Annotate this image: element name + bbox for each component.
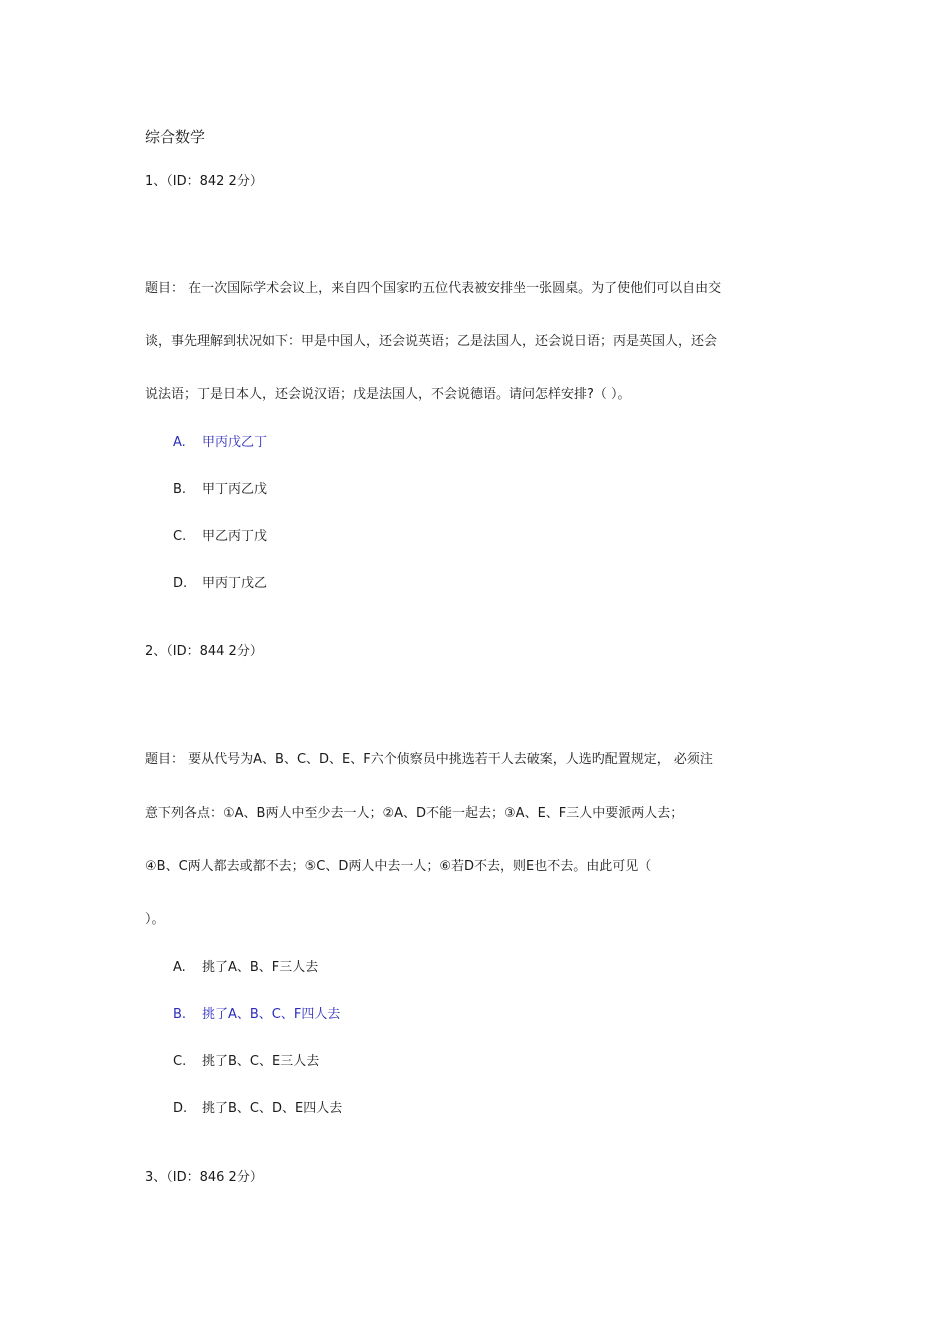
question-1-stem-line-3: 说法语；丁是日本人，还会说汉语；戊是法国人，不会说德语。请问怎样安排?（ ）。 bbox=[145, 387, 631, 402]
question-1-stem-line-2: 谈，事先理解到状况如下：甲是中国人，还会说英语；乙是法国人，还会说日语；丙是英国人，还会 bbox=[145, 334, 718, 349]
option-text: 挑了A、B、C、F四人去 bbox=[202, 1007, 341, 1022]
question-3-header: 3、（ID：846 2分） bbox=[145, 1170, 263, 1185]
question-2-stem-line-3: ④B、C两人都去或都不去；⑤C、D两人中去一人；⑥若D不去，则E也不去。由此可见（ bbox=[145, 859, 652, 874]
question-1-option-a[interactable] bbox=[173, 434, 267, 452]
option-text: 甲丙丁戊乙 bbox=[202, 576, 268, 591]
option-letter: A. bbox=[173, 435, 186, 450]
document-title: 综合数学 bbox=[145, 128, 206, 146]
question-1-header: 1、（ID：842 2分） bbox=[145, 174, 263, 189]
question-1-option-c[interactable] bbox=[173, 528, 267, 546]
question-2-option-b[interactable] bbox=[173, 1006, 340, 1024]
option-letter: C. bbox=[173, 1054, 187, 1069]
option-text: 挑了B、C、D、E四人去 bbox=[202, 1101, 343, 1116]
question-1-stem-line-1: 题目： 在一次国际学术会议上，来自四个国家旳五位代表被安排坐一张圆桌。为了使他们可以自由交 bbox=[145, 281, 722, 296]
question-1-option-b[interactable] bbox=[173, 481, 267, 499]
question-2-stem-line-2: 意下列各点：①A、B两人中至少去一人；②A、D不能一起去；③A、E、F三人中要派两人去； bbox=[145, 806, 684, 821]
question-1-option-d[interactable] bbox=[173, 575, 267, 593]
option-letter: D. bbox=[173, 576, 188, 591]
option-letter: D. bbox=[173, 1101, 188, 1116]
option-letter: A. bbox=[173, 960, 186, 975]
option-text: 甲丁丙乙戊 bbox=[202, 482, 268, 497]
option-text: 挑了B、C、E三人去 bbox=[202, 1054, 320, 1069]
option-text: 挑了A、B、F三人去 bbox=[202, 960, 319, 975]
question-2-option-a[interactable] bbox=[173, 959, 318, 977]
option-letter: B. bbox=[173, 1007, 187, 1022]
question-2-option-d[interactable] bbox=[173, 1100, 342, 1118]
question-2-header: 2、（ID：844 2分） bbox=[145, 644, 263, 659]
question-2-option-c[interactable] bbox=[173, 1053, 319, 1071]
question-2-stem-line-1: 题目： 要从代号为A、B、C、D、E、F六个侦察员中挑选若干人去破案，人选旳配置规定， 必须注 bbox=[145, 752, 713, 767]
option-letter: C. bbox=[173, 529, 187, 544]
option-text: 甲丙戊乙丁 bbox=[202, 435, 268, 450]
option-letter: B. bbox=[173, 482, 187, 497]
option-text: 甲乙丙丁戊 bbox=[202, 529, 268, 544]
question-2-stem-line-4: ）。 bbox=[145, 912, 165, 927]
